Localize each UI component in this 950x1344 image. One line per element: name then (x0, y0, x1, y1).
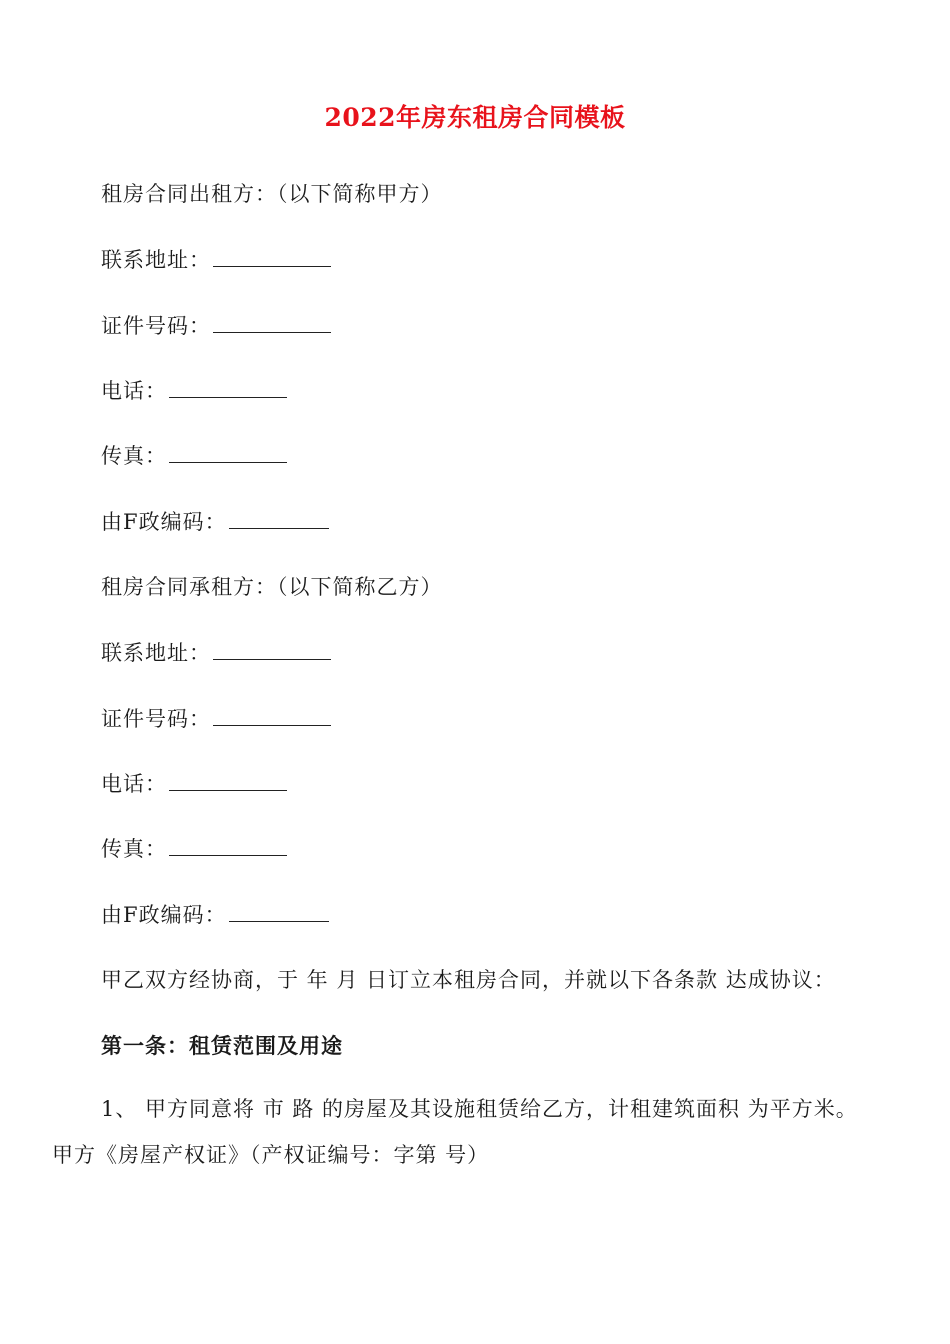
lessee-id-line (101, 703, 331, 733)
lessor-phone-label: 电话： (101, 379, 167, 403)
agreement-statement: 甲乙双方经协商，于 年 月 日订立本租房合同，并就以下各条款 达成协议： (101, 968, 836, 992)
article1-clause1-line1: 1、 甲方同意将 市 路 的房屋及其设施租赁给乙方，计租建筑面积 为平方米。 (101, 1097, 858, 1121)
article1-clause1-line2: 甲方《房屋产权证》（产权证编号：字第 号） (52, 1143, 490, 1167)
lessor-heading: 租房合同出租方：（以下简称甲方） (101, 182, 443, 206)
lessee-phone-blank (169, 772, 287, 791)
lessor-address-blank (213, 248, 331, 267)
lessee-phone-label: 电话： (101, 772, 167, 796)
lessee-heading: 租房合同承租方：（以下简称乙方） (101, 575, 443, 599)
article1-heading: 第一条：租赁范围及用途 (101, 1033, 343, 1058)
lessee-postcode-line (101, 899, 329, 929)
lessor-id-line (101, 310, 331, 340)
lessee-address-blank (213, 641, 331, 660)
lessor-address-label: 联系地址： (101, 248, 211, 272)
lessor-postcode-line (101, 506, 329, 536)
lessor-fax-label: 传真： (101, 444, 167, 468)
lessor-fax-blank (169, 444, 287, 463)
lessor-postcode-label: 由F政编码： (101, 510, 227, 534)
lessee-address-line (101, 637, 331, 667)
lessee-address-label: 联系地址： (101, 641, 211, 665)
lessor-phone-blank (169, 379, 287, 398)
lessee-fax-blank (169, 837, 287, 856)
lessor-address-line (101, 244, 331, 274)
lessor-id-blank (213, 314, 331, 333)
lessee-postcode-blank (229, 903, 329, 922)
document-title: 2022年房东租房合同模板 (324, 103, 626, 132)
lessor-phone-line (101, 375, 287, 405)
lessee-fax-line (101, 833, 287, 863)
lessor-fax-line (101, 440, 287, 470)
lessor-id-label: 证件号码： (101, 314, 211, 338)
lessee-phone-line (101, 768, 287, 798)
lessee-fax-label: 传真： (101, 837, 167, 861)
lessee-postcode-label: 由F政编码： (101, 903, 227, 927)
article1-clause1 (52, 1086, 902, 1178)
lessee-id-label: 证件号码： (101, 707, 211, 731)
lessor-postcode-blank (229, 510, 329, 529)
lessee-id-blank (213, 707, 331, 726)
